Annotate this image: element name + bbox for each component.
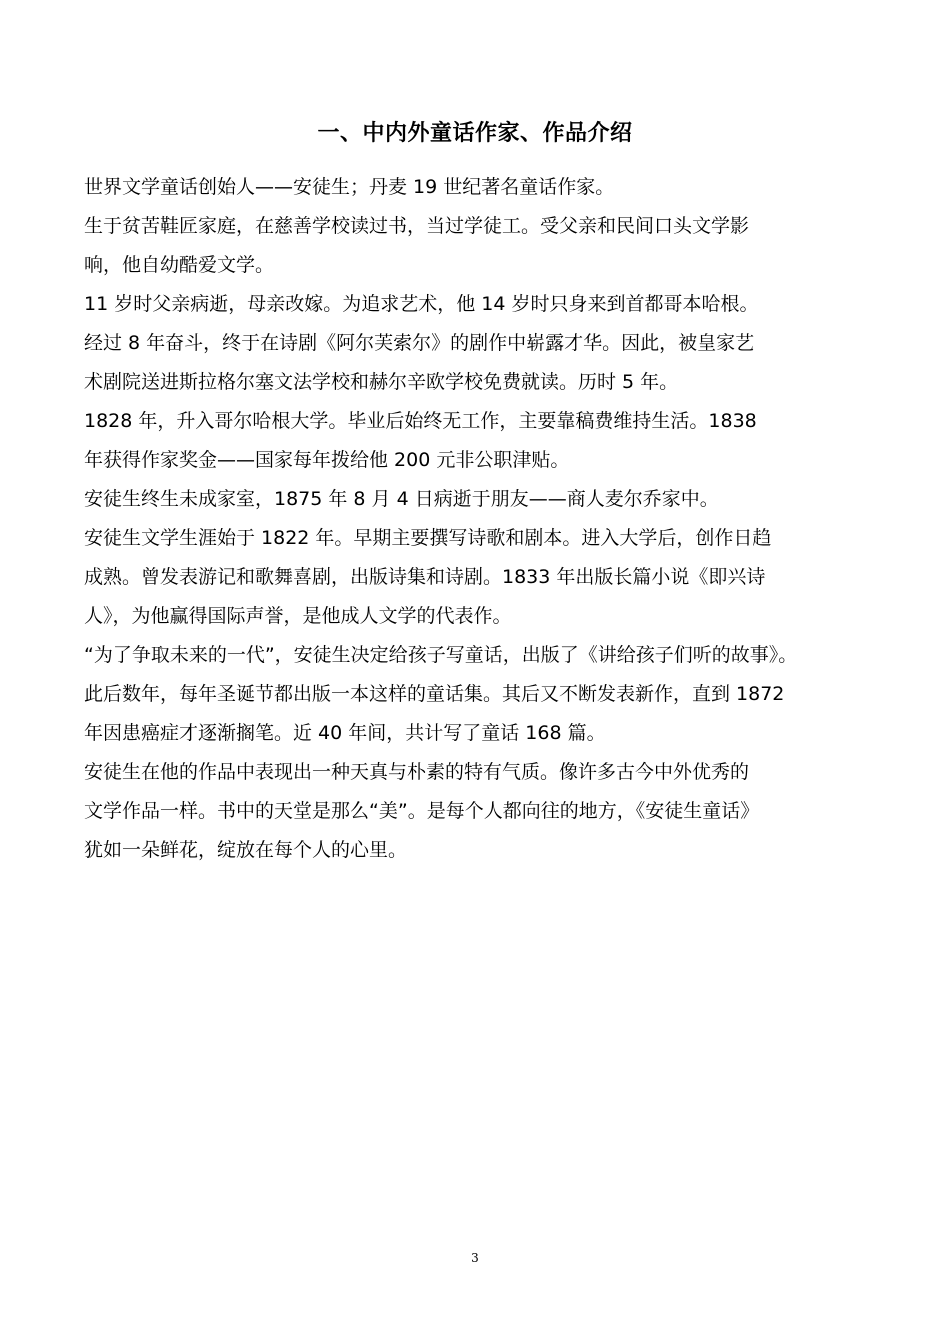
paragraph-career: 安徒生文学生涯始于 1822 年。早期主要撰写诗歌和剧本。进入大学后，创作日趋 成熟。曾发表游记和歌舞喜剧，出版诗集和诗剧。1833 年出版长篇小说《即兴诗 人》，为他赢得国际声誉，是他成人文学的代表作。 — [84, 527, 772, 627]
paragraph-fairy-tales: “为了争取未来的一代”，安徒生决定给孩子写童话，出版了《讲给孩子们听的故事》。 此后数年，每年圣诞节都出版一本这样的童话集。其后又不断发表新作，直到 1872 年因患癌症才逐渐搁笔。近 40 年间，共计写了童话 168 篇。 — [84, 644, 798, 744]
paragraph-university: 1828 年，升入哥尔哈根大学。毕业后始终无工作，主要靠稿费维持生活。1838 年获得作家奖金——国家每年拨给他 200 元非公职津贴。 — [84, 410, 757, 471]
paragraph-education: 经过 8 年奋斗，终于在诗剧《阿尔芙索尔》的剧作中崭露才华。因此，被皇家艺 术剧院送进斯拉格尔塞文法学校和赫尔辛欧学校免费就读。历时 5 年。 — [84, 332, 755, 393]
paragraph-intro: 世界文学童话创始人——安徒生；丹麦 19 世纪著名童话作家。 — [84, 176, 615, 198]
paragraph-death: 安徒生终生未成家室，1875 年 8 月 4 日病逝于朋友——商人麦尔乔家中。 — [84, 488, 719, 510]
document-body — [84, 168, 870, 870]
paragraph-childhood: 生于贫苦鞋匠家庭，在慈善学校读过书，当过学徒工。受父亲和民间口头文学影 响，他自幼酷爱文学。 — [84, 215, 750, 276]
section-title: 一、中内外童话作家、作品介绍 — [317, 121, 633, 146]
paragraph-copenhagen: 11 岁时父亲病逝，母亲改嫁。为追求艺术，他 14 岁时只身来到首都哥本哈根。 — [84, 293, 759, 315]
page-number: 3 — [471, 1251, 479, 1265]
paragraph-legacy: 安徒生在他的作品中表现出一种天真与朴素的特有气质。像许多古今中外优秀的 文学作品一样。书中的天堂是那么“美”。是每个人都向往的地方，《安徒生童话》 犹如一朵鲜花，绽放在每个人的心里。 — [84, 761, 760, 861]
